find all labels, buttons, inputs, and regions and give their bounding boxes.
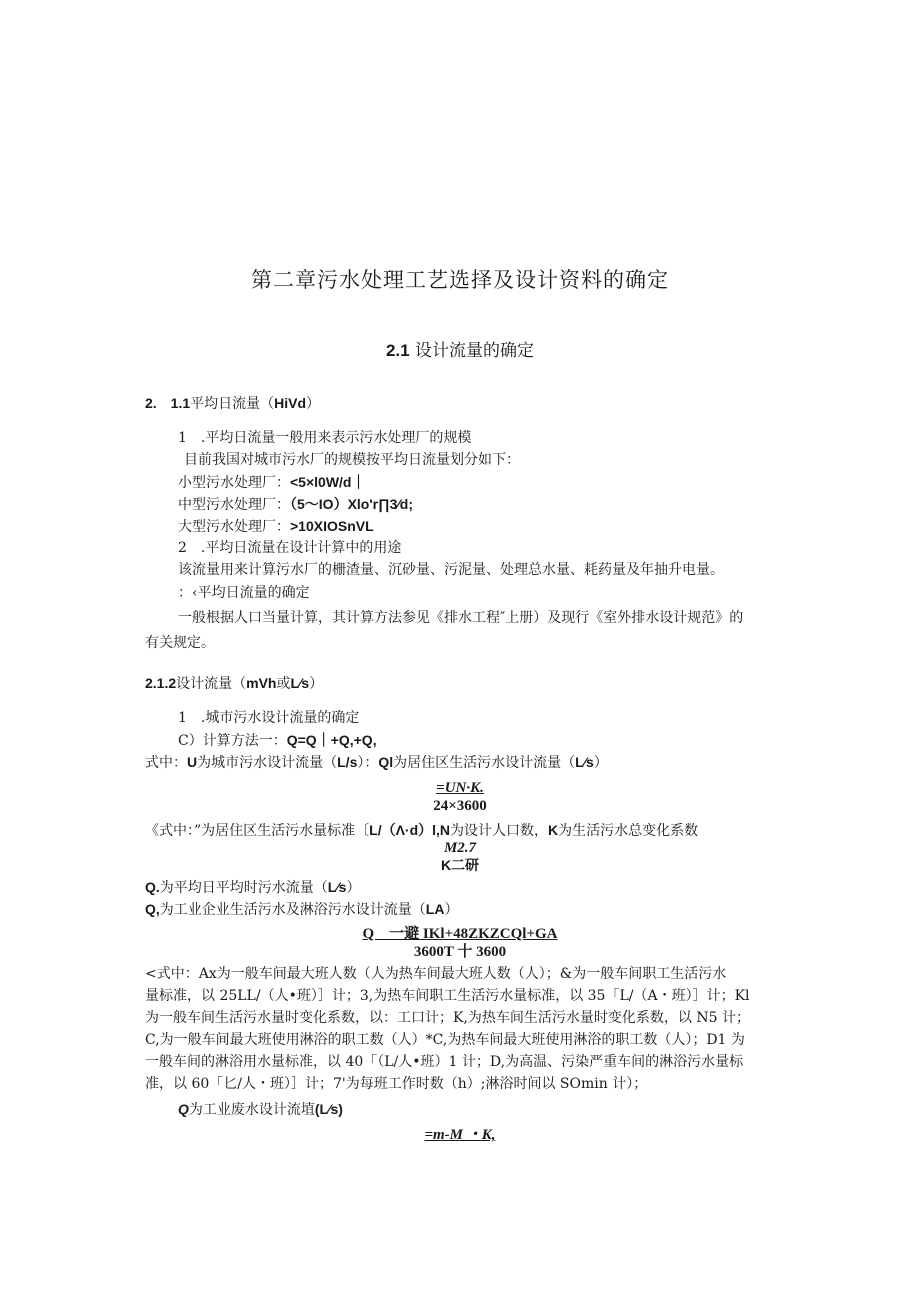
scale-large-label: 大型污水处理厂：	[178, 519, 290, 535]
chapter-title: 第二章污水处理工艺选择及设计资料的确定	[251, 268, 669, 292]
item-1: 1 .平均日流量一般用来表示污水处理厂的规模	[178, 430, 472, 446]
where-line-4	[145, 900, 458, 919]
where-text: ）	[444, 902, 459, 918]
where-text: 为平均日平均时污水流量（	[159, 880, 328, 896]
subsection-number: 2. 1.1	[145, 395, 191, 411]
formula-3-denominator: 3600T 十 3600	[413, 944, 507, 960]
paragraph-line-3: 为一般车间生活污水量时变化系数，以：工口计；K,为热车间生活污水量时变化系数，以 N5 计；	[145, 1010, 750, 1026]
section-heading-2-1	[0, 339, 920, 363]
subsection-title-end: ）	[309, 676, 324, 692]
formula-1-numerator: =UN·K.	[436, 780, 484, 796]
unit: L⁄s	[327, 879, 347, 895]
formula-3-numerator: Q 一避 IKl+48ZKZCQl+GA	[362, 926, 558, 942]
where-text: 为工业企业生活污水及淋浴污水设计流量（	[159, 902, 426, 918]
scale-medium-label: 中型污水处理厂：	[178, 497, 290, 513]
unit: LA	[425, 901, 445, 917]
scale-small-label: 小型污水处理厂：	[178, 475, 290, 491]
where-text: 为居住区生活污水设计流量（	[393, 755, 576, 771]
formula-1-denominator: 24×3600	[433, 798, 487, 814]
subsection-unit-2: L⁄s	[290, 675, 310, 691]
where-text: 为城市污水设计流量（	[197, 755, 338, 771]
symbol: Ql	[378, 754, 394, 770]
symbol: Q.	[145, 879, 160, 895]
formula-2-numerator: M2.7	[443, 840, 477, 856]
where-line-2	[145, 821, 698, 840]
symbol: Q	[178, 1101, 189, 1117]
formula-4: =m-M ・K,	[424, 1127, 496, 1143]
paragraph-line-1: <式中：Ax为一般车间最大班人数（人为热车间最大班人数（人）；&为一般车间职工生活污水	[145, 966, 727, 982]
item-3: ：‹平均日流量的确定	[178, 585, 310, 601]
scale-small-value: <5×l0W/d｜	[290, 474, 366, 490]
formula-2-denominator	[0, 856, 920, 875]
subsection-heading-2-1-2	[145, 674, 323, 693]
where-text: 《式中：”为居住区生活污水量标准〔	[145, 823, 370, 839]
unit: L/（Λ·d）l,N	[369, 822, 451, 838]
method-prefix: C）计算方法一：	[178, 733, 287, 749]
method-line	[178, 731, 377, 750]
where-text: 为工业废水设计流埴	[188, 1102, 315, 1118]
subsection-number: 2.1.2	[145, 675, 177, 691]
where-text: 为设计人口数，	[450, 823, 549, 839]
item-1-city: 1 .城市污水设计流量的确定	[178, 710, 360, 726]
unit: L⁄s	[575, 754, 594, 770]
scale-medium	[178, 495, 413, 514]
paragraph-line-6: 准，以 60「匕/人・班）］计；7'为每班工作时数（h）;淋浴时间以 SOmin 计）；	[145, 1076, 648, 1092]
scale-medium-value: （5～IO）Xlo'r∏3⁄d;	[290, 496, 413, 512]
symbol: K	[548, 822, 559, 838]
usage-text: 该流量用来计算污水厂的栅渣量、沉砂量、污泥量、处理总水量、耗药量及年抽升电量。	[178, 562, 724, 578]
where-text: 为生活污水总变化系数	[558, 823, 699, 839]
subsection-title-end: ）	[306, 396, 321, 412]
where-text: ）	[593, 755, 608, 771]
where-line-1	[145, 753, 608, 772]
paragraph-line-5: 一般车间的淋浴用水量标准，以 40「（L/人•班）1 计；D,为高温、污染严重车间的淋浴污水量标	[145, 1054, 744, 1070]
formula-2-denominator-text: K二研	[440, 857, 480, 873]
where-line-3	[145, 878, 360, 897]
item-2: 2 .平均日流量在设计计算中的用途	[178, 540, 402, 556]
symbol: U	[187, 754, 198, 770]
subsection-title: 平均日流量（	[190, 396, 275, 412]
subsection-title-mid: 或	[276, 676, 291, 692]
scale-large-value: >10XIOSnVL	[290, 518, 374, 534]
where-text: 式中：	[145, 755, 187, 771]
scale-intro: 目前我国对城市污水厂的规模按平均日流量划分如下：	[184, 452, 520, 468]
where-line-5	[178, 1100, 343, 1119]
subsection-unit: HiVd	[274, 395, 307, 411]
where-text: ）	[346, 880, 361, 896]
paragraph-line-2: 量标准，以 25LL/（人•班）］计；3,为热车间职工生活污水量标准，以 35「L/（A・班）］计；Kl	[145, 988, 750, 1004]
subsection-unit-1: mVh	[246, 675, 277, 691]
symbol: Q,	[145, 901, 160, 917]
unit: L/s	[337, 754, 358, 770]
scale-large	[178, 517, 374, 536]
section-title: 设计流量的确定	[415, 341, 535, 361]
method-formula: Q=Q｜+Q,+Q,	[286, 732, 377, 748]
where-text: ）：	[357, 755, 379, 771]
section-number: 2.1	[385, 341, 410, 360]
determine-line-1: 一般根据人口当量计算，其计算方法参见《排水工程″上册）及现行《室外排水设计规范》的	[178, 610, 744, 626]
paragraph-line-4: C,为一般车间最大班使用淋浴的职工数（人）*C,为热车间最大班使用淋浴的职工数（人）；D1 为	[145, 1032, 745, 1048]
unit: (L⁄s)	[314, 1101, 343, 1117]
determine-line-2: 有关规定。	[145, 635, 215, 651]
subsection-title: 设计流量（	[176, 676, 247, 692]
scale-small	[178, 473, 365, 492]
subsection-heading-2-1-1	[145, 394, 320, 413]
